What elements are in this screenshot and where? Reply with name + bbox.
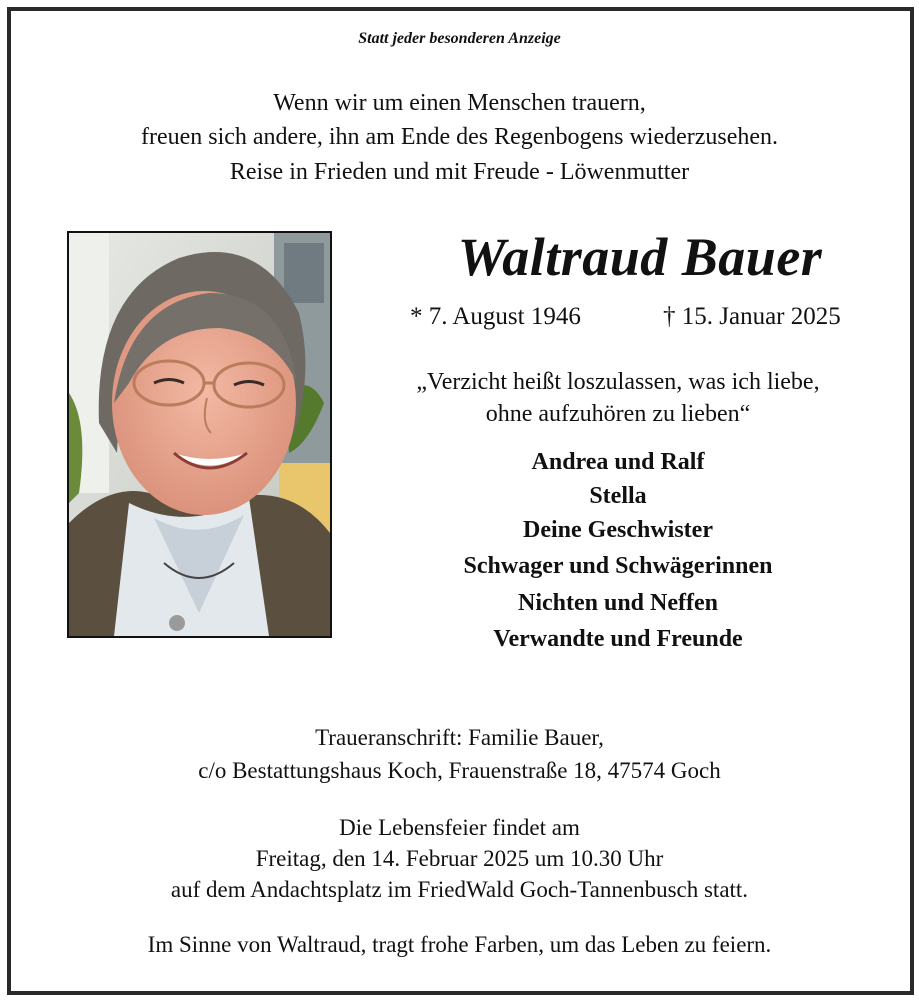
portrait-photo (67, 231, 332, 638)
death-date: † 15. Januar 2025 (663, 303, 841, 330)
ceremony-line-1: Die Lebensfeier findet am (339, 815, 580, 840)
birth-date: * 7. August 1946 (410, 303, 581, 330)
header-note: Statt jeder besonderen Anzeige (358, 30, 561, 47)
quote-line-2: ohne aufzuhören zu lieben“ (485, 401, 751, 427)
intro-line-1: Wenn wir um einen Menschen trauern, (273, 90, 646, 116)
intro-line-3: Reise in Frieden und mit Freude - Löwenmutter (229, 159, 690, 185)
ceremony-line-2: Freitag, den 14. Februar 2025 um 10.30 Uhr (255, 846, 664, 871)
closing-line: Im Sinne von Waltraud, tragt frohe Farben, um das Leben zu feiern. (147, 932, 772, 957)
quote-line-1: „Verzicht heißt loszulassen, was ich liebe, (416, 369, 820, 395)
family-line-3: Deine Geschwister (523, 517, 713, 543)
family-line-4: Schwager und Schwägerinnen (463, 553, 773, 579)
deceased-name: Waltraud Bauer (457, 227, 823, 287)
family-line-6: Verwandte und Freunde (493, 626, 743, 652)
family-line-5: Nichten und Neffen (517, 590, 718, 616)
address-line-2: c/o Bestattungshaus Koch, Frauenstraße 18, 47574 Goch (198, 758, 721, 783)
family-line-1: Andrea und Ralf (531, 449, 705, 475)
address-line-1: Traueranschrift: Familie Bauer, (315, 725, 604, 750)
ceremony-line-3: auf dem Andachtsplatz im FriedWald Goch-Tannenbusch statt. (170, 877, 749, 902)
family-line-2: Stella (589, 483, 647, 509)
intro-line-2: freuen sich andere, ihn am Ende des Regenbogens wiederzusehen. (140, 124, 779, 150)
